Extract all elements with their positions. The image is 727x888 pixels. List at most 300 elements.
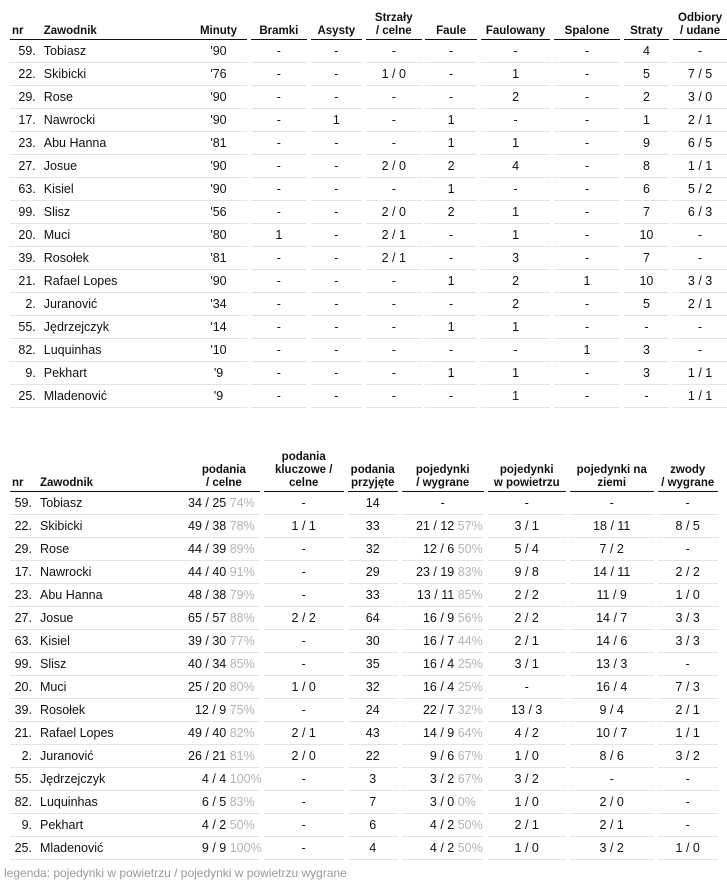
duels-pct: 25%	[457, 680, 483, 694]
stat-offsides: -	[554, 109, 619, 132]
header-player: Zawodnik	[34, 448, 188, 492]
stat-assists: -	[311, 247, 363, 270]
stat-offsides: -	[554, 224, 619, 247]
stat-offsides: -	[554, 201, 619, 224]
stat-aerial-duels: 2 / 2	[488, 584, 566, 607]
header-duels: pojedynki / wygrane	[402, 448, 484, 492]
stat-key-passes: -	[264, 791, 344, 814]
duels-value: 16 / 7	[422, 634, 455, 648]
stat-fouled: 3	[481, 247, 551, 270]
stat-shots: -	[366, 109, 422, 132]
stat-aerial-duels: 4 / 2	[488, 722, 566, 745]
stat-aerial-duels: 3 / 1	[488, 653, 566, 676]
passes-value: 4 / 4	[201, 772, 227, 786]
stat-fouls: -	[425, 339, 476, 362]
header-received: podania przyjęte	[348, 448, 398, 492]
stat-min: '9	[190, 362, 247, 385]
stat-key-passes: 1 / 1	[264, 515, 344, 538]
stat-ground-duels: 7 / 2	[570, 538, 654, 561]
player-number: 27.	[10, 607, 34, 630]
stat-shots: -	[366, 178, 422, 201]
passes-value: 12 / 9	[194, 703, 227, 717]
stat-fouled: 1	[481, 316, 551, 339]
stat-ground-duels: 11 / 9	[570, 584, 654, 607]
duels-pct: 67%	[457, 772, 483, 786]
stat-fouled: 1	[481, 63, 551, 86]
stat-ground-duels: -	[570, 768, 654, 791]
passes-value: 39 / 30	[188, 634, 227, 648]
duels-pct: 83%	[457, 565, 483, 579]
player-number: 59.	[10, 40, 38, 63]
stat-recov: 1 / 1	[673, 155, 727, 178]
passes-value: 4 / 2	[201, 818, 227, 832]
stat-duels	[402, 768, 484, 791]
stat-shots: -	[366, 270, 422, 293]
stat-goals: 1	[251, 224, 307, 247]
stat-dribbles: -	[658, 653, 718, 676]
player-name: Rose	[38, 86, 190, 109]
table-row	[10, 515, 718, 538]
stat-dribbles: 1 / 1	[658, 722, 718, 745]
passes-value: 44 / 40	[188, 565, 227, 579]
stat-shots: 2 / 1	[366, 247, 422, 270]
stat-ground-duels: 2 / 0	[570, 791, 654, 814]
stat-assists: -	[311, 362, 363, 385]
stat-duels	[402, 699, 484, 722]
stat-duels	[402, 722, 484, 745]
table-row	[10, 86, 727, 109]
header-losses: Straty	[624, 4, 670, 40]
player-number: 2.	[10, 745, 34, 768]
header-goals: Bramki	[251, 4, 307, 40]
stat-losses: 3	[624, 362, 670, 385]
stat-goals: -	[251, 339, 307, 362]
stat-aerial-duels: -	[488, 676, 566, 699]
stat-goals: -	[251, 316, 307, 339]
stat-passes	[188, 676, 260, 699]
player-name: Rosołek	[34, 699, 188, 722]
stat-duels	[402, 653, 484, 676]
stat-ground-duels: 16 / 4	[570, 676, 654, 699]
stat-shots: 1 / 0	[366, 63, 422, 86]
stat-aerial-duels: 2 / 1	[488, 814, 566, 837]
passes-pct: 100%	[229, 841, 262, 855]
stat-losses: 7	[624, 201, 670, 224]
header-assists: Asysty	[311, 4, 363, 40]
player-number: 29.	[10, 538, 34, 561]
stat-offsides: -	[554, 178, 619, 201]
passes-pct: 81%	[229, 749, 255, 763]
stat-offsides: 1	[554, 270, 619, 293]
table-row	[10, 293, 727, 316]
stat-losses: 10	[624, 224, 670, 247]
stat-dribbles: -	[658, 814, 718, 837]
stat-losses: 1	[624, 109, 670, 132]
player-name: Tobiasz	[38, 40, 190, 63]
stat-duels	[402, 584, 484, 607]
stat-duels	[402, 538, 484, 561]
stat-duels	[402, 814, 484, 837]
stat-ground-duels: -	[570, 492, 654, 515]
stat-shots: -	[366, 40, 422, 63]
passes-pct: 82%	[229, 726, 255, 740]
stat-goals: -	[251, 293, 307, 316]
duels-pct: 56%	[457, 611, 483, 625]
stat-aerial-duels: 5 / 4	[488, 538, 566, 561]
stat-key-passes: -	[264, 653, 344, 676]
stat-key-passes: -	[264, 699, 344, 722]
stat-fouls: 1	[425, 270, 476, 293]
stat-assists: -	[311, 270, 363, 293]
player-name: Muci	[34, 676, 188, 699]
stat-fouled: -	[481, 339, 551, 362]
player-name: Tobiasz	[34, 492, 188, 515]
stat-dribbles: 1 / 0	[658, 584, 718, 607]
stat-key-passes: -	[264, 538, 344, 561]
player-number: 29.	[10, 86, 38, 109]
stat-fouls: -	[425, 293, 476, 316]
stat-received: 6	[348, 814, 398, 837]
player-name: Kisiel	[38, 178, 190, 201]
stat-fouls: 1	[425, 132, 476, 155]
player-number: 20.	[10, 676, 34, 699]
stat-key-passes: -	[264, 561, 344, 584]
stat-assists: -	[311, 155, 363, 178]
stat-shots: -	[366, 316, 422, 339]
stat-offsides: -	[554, 362, 619, 385]
stat-offsides: -	[554, 293, 619, 316]
stat-offsides: -	[554, 247, 619, 270]
stat-assists: -	[311, 86, 363, 109]
table-row	[10, 339, 727, 362]
stat-dribbles: -	[658, 791, 718, 814]
player-name: Rose	[34, 538, 188, 561]
table-row	[10, 40, 727, 63]
passes-pct: 80%	[229, 680, 255, 694]
stat-passes	[188, 584, 260, 607]
player-name: Nawrocki	[38, 109, 190, 132]
header-key-passes: podania kluczowe / celne	[264, 448, 344, 492]
player-number: 2.	[10, 293, 38, 316]
stat-goals: -	[251, 247, 307, 270]
stat-aerial-duels: 2 / 1	[488, 630, 566, 653]
stat-losses: 8	[624, 155, 670, 178]
stat-fouls: 1	[425, 362, 476, 385]
table-row	[10, 584, 718, 607]
stat-received: 33	[348, 515, 398, 538]
stat-fouls: 1	[425, 109, 476, 132]
table-row	[10, 814, 718, 837]
stat-fouls: -	[425, 40, 476, 63]
passes-pct: 83%	[229, 795, 255, 809]
stat-passes	[188, 722, 260, 745]
stat-received: 14	[348, 492, 398, 515]
stat-shots: -	[366, 339, 422, 362]
stat-losses: 9	[624, 132, 670, 155]
stat-losses: 5	[624, 63, 670, 86]
stat-losses: 4	[624, 40, 670, 63]
passes-pct: 78%	[229, 519, 255, 533]
player-name: Luquinhas	[38, 339, 190, 362]
duels-pct: 44%	[457, 634, 483, 648]
player-number: 63.	[10, 178, 38, 201]
duels-pct: 50%	[457, 841, 483, 855]
table-row	[10, 561, 718, 584]
table-row	[10, 247, 727, 270]
stat-shots: 2 / 1	[366, 224, 422, 247]
player-number: 23.	[10, 584, 34, 607]
stat-min: '80	[190, 224, 247, 247]
table-row	[10, 109, 727, 132]
player-number: 55.	[10, 316, 38, 339]
player-name: Juranović	[38, 293, 190, 316]
table-row	[10, 270, 727, 293]
stat-passes	[188, 699, 260, 722]
stat-dribbles: 3 / 3	[658, 607, 718, 630]
player-name: Abu Hanna	[34, 584, 188, 607]
header-shots: Strzały / celne	[366, 4, 422, 40]
player-number: 22.	[10, 515, 34, 538]
stat-offsides: -	[554, 316, 619, 339]
stat-losses: -	[624, 385, 670, 408]
table-row	[10, 791, 718, 814]
passes-pct: 79%	[229, 588, 255, 602]
stat-passes	[188, 768, 260, 791]
table-row	[10, 178, 727, 201]
stat-min: '81	[190, 132, 247, 155]
stat-recov: -	[673, 224, 727, 247]
player-number: 20.	[10, 224, 38, 247]
stat-aerial-duels: 1 / 0	[488, 837, 566, 860]
stat-aerial-duels: 2 / 2	[488, 607, 566, 630]
stat-fouls: 2	[425, 155, 476, 178]
stat-assists: -	[311, 63, 363, 86]
stat-passes	[188, 837, 260, 860]
stat-duels: -	[402, 492, 484, 515]
stat-duels	[402, 561, 484, 584]
table-row	[10, 385, 727, 408]
stat-min: '34	[190, 293, 247, 316]
stat-duels	[402, 630, 484, 653]
stat-assists: -	[311, 293, 363, 316]
player-name: Jędrzejczyk	[34, 768, 188, 791]
player-name: Jędrzejczyk	[38, 316, 190, 339]
passes-value: 40 / 34	[188, 657, 227, 671]
player-name: Muci	[38, 224, 190, 247]
passes-value: 65 / 57	[188, 611, 227, 625]
stat-assists: -	[311, 40, 363, 63]
stat-fouled: 1	[481, 385, 551, 408]
stat-received: 24	[348, 699, 398, 722]
stat-received: 29	[348, 561, 398, 584]
stat-received: 7	[348, 791, 398, 814]
duels-value: 3 / 2	[429, 772, 455, 786]
stat-recov: -	[673, 316, 727, 339]
stat-aerial-duels: 1 / 0	[488, 791, 566, 814]
stat-min: '76	[190, 63, 247, 86]
stat-received: 30	[348, 630, 398, 653]
duels-pct: 67%	[457, 749, 483, 763]
stat-recov: 2 / 1	[673, 109, 727, 132]
stat-goals: -	[251, 362, 307, 385]
stat-fouled: -	[481, 109, 551, 132]
stat-dribbles: 8 / 5	[658, 515, 718, 538]
table-row	[10, 63, 727, 86]
passes-value: 26 / 21	[188, 749, 227, 763]
stat-assists: -	[311, 316, 363, 339]
stat-received: 35	[348, 653, 398, 676]
stat-shots: 2 / 0	[366, 155, 422, 178]
player-number: 82.	[10, 339, 38, 362]
duels-pct: 0%	[457, 795, 476, 809]
duels-value: 13 / 11	[416, 588, 455, 602]
passes-pct: 91%	[229, 565, 255, 579]
duels-pct: 50%	[457, 542, 483, 556]
header-offsides: Spalone	[554, 4, 619, 40]
stat-min: '90	[190, 270, 247, 293]
stat-fouled: 1	[481, 201, 551, 224]
player-number: 23.	[10, 132, 38, 155]
duels-value: 4 / 2	[429, 818, 455, 832]
player-number: 55.	[10, 768, 34, 791]
stat-aerial-duels: 3 / 1	[488, 515, 566, 538]
header-passes: podania / celne	[188, 448, 260, 492]
stat-min: '90	[190, 40, 247, 63]
stat-dribbles: 7 / 3	[658, 676, 718, 699]
passes-pct: 88%	[229, 611, 255, 625]
stat-recov: 3 / 3	[673, 270, 727, 293]
stat-key-passes: -	[264, 584, 344, 607]
stat-ground-duels: 18 / 11	[570, 515, 654, 538]
player-name: Juranović	[34, 745, 188, 768]
stat-key-passes: 2 / 1	[264, 722, 344, 745]
stat-shots: 2 / 0	[366, 201, 422, 224]
passing-duels-table	[10, 448, 718, 860]
player-name: Slisz	[34, 653, 188, 676]
stat-dribbles: 2 / 1	[658, 699, 718, 722]
stat-ground-duels: 2 / 1	[570, 814, 654, 837]
stat-duels	[402, 791, 484, 814]
passes-pct: 75%	[229, 703, 255, 717]
duels-pct: 85%	[457, 588, 483, 602]
stat-key-passes: -	[264, 837, 344, 860]
header-minutes: Minuty	[190, 4, 247, 40]
stat-key-passes: -	[264, 814, 344, 837]
table-row	[10, 699, 718, 722]
duels-pct: 64%	[457, 726, 483, 740]
stat-received: 33	[348, 584, 398, 607]
stat-fouled: -	[481, 178, 551, 201]
stat-losses: 6	[624, 178, 670, 201]
stat-min: '10	[190, 339, 247, 362]
player-name: Pekhart	[34, 814, 188, 837]
stat-shots: -	[366, 132, 422, 155]
stat-passes	[188, 745, 260, 768]
stat-shots: -	[366, 385, 422, 408]
player-number: 17.	[10, 561, 34, 584]
player-name: Pekhart	[38, 362, 190, 385]
player-number: 82.	[10, 791, 34, 814]
stat-ground-duels: 14 / 6	[570, 630, 654, 653]
stat-recov: -	[673, 339, 727, 362]
player-number: 21.	[10, 722, 34, 745]
table-row	[10, 745, 718, 768]
stat-assists: -	[311, 339, 363, 362]
stat-ground-duels: 9 / 4	[570, 699, 654, 722]
stat-losses: 3	[624, 339, 670, 362]
stat-shots: -	[366, 362, 422, 385]
stat-duels	[402, 607, 484, 630]
stat-passes	[188, 607, 260, 630]
table-row	[10, 607, 718, 630]
stat-assists: -	[311, 224, 363, 247]
stat-received: 43	[348, 722, 398, 745]
table-row	[10, 538, 718, 561]
stat-ground-duels: 13 / 3	[570, 653, 654, 676]
stat-key-passes: 2 / 2	[264, 607, 344, 630]
stat-fouled: 2	[481, 293, 551, 316]
duels-pct: 57%	[457, 519, 483, 533]
stat-offsides: -	[554, 385, 619, 408]
stat-passes	[188, 630, 260, 653]
player-number: 99.	[10, 653, 34, 676]
stat-duels	[402, 745, 484, 768]
stat-goals: -	[251, 201, 307, 224]
player-number: 39.	[10, 247, 38, 270]
stat-aerial-duels: -	[488, 492, 566, 515]
table-row	[10, 224, 727, 247]
player-name: Abu Hanna	[38, 132, 190, 155]
stat-received: 32	[348, 538, 398, 561]
stat-losses: 10	[624, 270, 670, 293]
stat-offsides: 1	[554, 339, 619, 362]
stat-losses: 5	[624, 293, 670, 316]
passes-value: 34 / 25	[188, 496, 227, 510]
stat-passes	[188, 791, 260, 814]
stat-min: '81	[190, 247, 247, 270]
stat-duels	[402, 676, 484, 699]
stat-aerial-duels: 1 / 0	[488, 745, 566, 768]
duels-value: 12 / 6	[422, 542, 455, 556]
stat-recov: 3 / 0	[673, 86, 727, 109]
header-nr: nr	[10, 448, 34, 492]
stat-goals: -	[251, 178, 307, 201]
passes-value: 9 / 9	[201, 841, 227, 855]
player-name: Skibicki	[38, 63, 190, 86]
passes-pct: 89%	[229, 542, 255, 556]
stat-recov: 6 / 5	[673, 132, 727, 155]
passes-pct: 85%	[229, 657, 255, 671]
stat-dribbles: -	[658, 538, 718, 561]
stat-passes	[188, 814, 260, 837]
stat-assists: -	[311, 201, 363, 224]
passes-value: 49 / 38	[188, 519, 227, 533]
stat-dribbles: -	[658, 768, 718, 791]
stat-dribbles: 1 / 0	[658, 837, 718, 860]
stat-key-passes: -	[264, 768, 344, 791]
stat-received: 3	[348, 768, 398, 791]
stat-min: '90	[190, 109, 247, 132]
passes-value: 6 / 5	[201, 795, 227, 809]
table-row	[10, 676, 718, 699]
player-number: 22.	[10, 63, 38, 86]
player-number: 63.	[10, 630, 34, 653]
stat-assists: -	[311, 178, 363, 201]
player-name: Slisz	[38, 201, 190, 224]
duels-value: 14 / 9	[422, 726, 455, 740]
player-name: Rosołek	[38, 247, 190, 270]
duels-value: 22 / 7	[422, 703, 455, 717]
